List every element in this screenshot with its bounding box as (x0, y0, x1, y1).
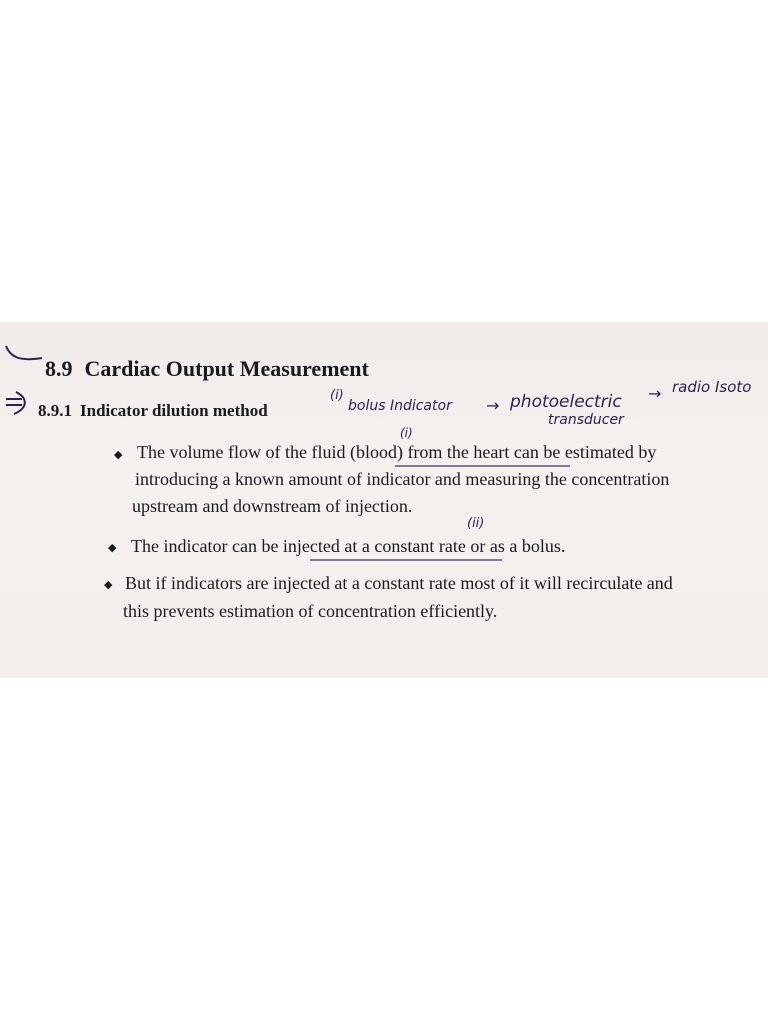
handwritten-bolus-indicator: bolus Indicator (348, 398, 452, 414)
bullet-2-line-1: The indicator can be injected at a constant rate or as a bolus. (131, 536, 566, 556)
section-number: 8.9 (45, 356, 73, 381)
tick-mark (6, 346, 42, 359)
bullet-1-line-1: The volume flow of the fluid (blood) from the heart can be estimated by (137, 442, 657, 462)
handwritten-photoelectric: photoelectric (510, 392, 622, 412)
bullet-1-line-2: introducing a known amount of indicator and measuring the concentration (135, 469, 670, 489)
bullet-diamond-icon: ◆ (104, 579, 113, 591)
bullet-3-line-2: this prevents estimation of concentration efficiently. (123, 601, 498, 621)
subsection-title: Indicator dilution method (80, 401, 268, 420)
handwritten-mark-i: (i) (400, 426, 413, 440)
handwritten-mark-ii: (ii) (467, 516, 485, 531)
bullet-1-line-3: upstream and downstream of injection. (132, 496, 413, 516)
handwritten-radio-isotope: radio Isoto (672, 378, 752, 396)
double-arrow-mark (6, 392, 25, 414)
bullet-3-line-1: But if indicators are injected at a constant rate most of it will recirculate and (125, 573, 673, 593)
subsection-number: 8.9.1 (38, 401, 72, 420)
section-heading (45, 356, 369, 382)
handwritten-arrow-1: → (486, 396, 500, 415)
handwritten-mark-iv: (i) (330, 388, 344, 403)
bullet-diamond-icon: ◆ (108, 542, 117, 554)
subsection-heading (38, 401, 268, 421)
bullet-diamond-icon: ◆ (114, 449, 123, 461)
handwritten-arrow-2: → (648, 384, 662, 403)
handwritten-transducer: transducer (548, 412, 624, 428)
section-title: Cardiac Output Measurement (84, 356, 369, 381)
